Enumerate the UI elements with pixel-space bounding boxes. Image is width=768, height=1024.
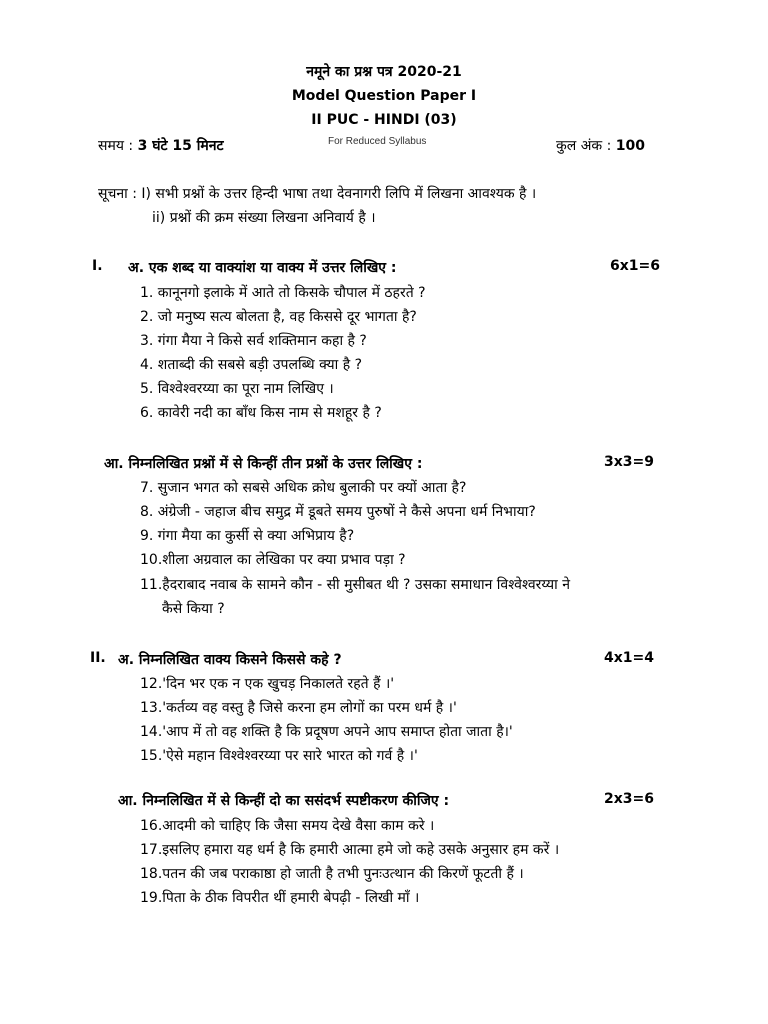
section-1a-marks: 6x1=6: [610, 258, 660, 274]
question-13: 13.'कर्तव्य वह वस्तु है जिसे करना हम लोगों का परम धर्म है ।': [140, 700, 457, 716]
section-2b-heading: आ. निम्नलिखित में से किन्हीं दो का ससंदर्भ स्पष्टीकरण कीजिए :: [118, 793, 450, 809]
instructions-line-1: [98, 184, 536, 203]
paper-subject: II PUC - HINDI (03): [311, 112, 457, 128]
section-1b-heading: आ. निम्नलिखित प्रश्नों में से किन्हीं तीन प्रश्नों के उत्तर लिखिए :: [104, 456, 423, 472]
section-1-roman: I.: [92, 258, 103, 274]
marks-row: [556, 136, 645, 155]
syllabus-note: For Reduced Syllabus: [328, 136, 427, 147]
time-row: [98, 136, 224, 155]
marks-value: 100: [615, 138, 645, 154]
question-7: 7. सुजान भगत को सबसे अधिक क्रोध बुलाकी पर क्यों आता है?: [140, 480, 467, 496]
question-6: 6. कावेरी नदी का बाँध किस नाम से मशहूर है ?: [140, 405, 382, 421]
question-19: 19.पिता के ठीक विपरीत थीं हमारी बेपढ़ी - लिखी माँ ।: [140, 890, 420, 906]
question-10: 10.शीला अग्रवाल का लेखिका पर क्या प्रभाव पड़ा ?: [140, 552, 406, 568]
section-2b-marks: 2x3=6: [604, 791, 654, 807]
time-label: समय :: [98, 138, 134, 154]
question-14: 14.'आप में तो वह शक्ति है कि प्रदूषण अपने आप समाप्त होता जाता है।': [140, 724, 513, 740]
section-2a-heading: अ. निम्नलिखित वाक्य किसने किससे कहे ?: [118, 652, 342, 668]
section-1a-heading: अ. एक शब्द या वाक्यांश या वाक्य में उत्तर लिखिए :: [128, 260, 397, 276]
time-value: 3 घंटे 15 मिनट: [137, 138, 224, 154]
instruction-1: I) सभी प्रश्नों के उत्तर हिन्दी भाषा तथा देवनागरी लिपि में लिखना आवश्यक है ।: [141, 186, 537, 202]
question-15: 15.'ऐसे महान विश्वेश्वरय्या पर सारे भारत को गर्व है ।': [140, 748, 418, 764]
question-18: 18.पतन की जब पराकाष्ठा हो जाती है तभी पुनःउत्थान की किरणें फूटती हैं ।: [140, 866, 524, 882]
question-2: 2. जो मनुष्य सत्य बोलता है, वह किससे दूर भागता है?: [140, 309, 417, 325]
question-12: 12.'दिन भर एक न एक खुचड़ निकालते रहते हैं ।': [140, 676, 395, 692]
instructions-label: सूचना :: [98, 186, 137, 202]
question-9: 9. गंगा मैया का कुर्सी से क्या अभिप्राय है?: [140, 528, 355, 544]
question-5: 5. विश्वेश्वरय्या का पूरा नाम लिखिए ।: [140, 381, 334, 397]
question-16: 16.आदमी को चाहिए कि जैसा समय देखे वैसा काम करे ।: [140, 818, 435, 834]
question-8: 8. अंग्रेजी - जहाज बीच समुद्र में डूबते समय पुरुषों ने कैसे अपना धर्म निभाया?: [140, 504, 536, 520]
paper-title-english: Model Question Paper I: [291, 88, 477, 104]
marks-label: कुल अंक :: [556, 138, 612, 154]
question-11: 11.हैदराबाद नवाब के सामने कौन - सी मुसीबत थी ? उसका समाधान विश्वेश्वरय्या ने: [140, 577, 570, 593]
question-17: 17.इसलिए हमारा यह धर्म है कि हमारी आत्मा हमे जो कहे उसके अनुसार हम करें ।: [140, 842, 560, 858]
section-2-roman: II.: [90, 650, 106, 666]
section-2a-marks: 4x1=4: [604, 650, 654, 666]
question-3: 3. गंगा मैया ने किसे सर्व शक्तिमान कहा है ?: [140, 333, 367, 349]
question-4: 4. शताब्दी की सबसे बड़ी उपलब्धि क्या है ?: [140, 357, 363, 373]
paper-title-hindi: नमूने का प्रश्न पत्र 2020-21: [306, 64, 462, 80]
section-1b-marks: 3x3=9: [604, 454, 654, 470]
question-11-continued: कैसे किया ?: [162, 601, 225, 617]
instruction-2: ii) प्रश्नों की क्रम संख्या लिखना अनिवार्य है ।: [152, 210, 376, 226]
question-1: 1. कानूनगो इलाके में आते तो किसके चौपाल में ठहरते ?: [140, 285, 426, 301]
